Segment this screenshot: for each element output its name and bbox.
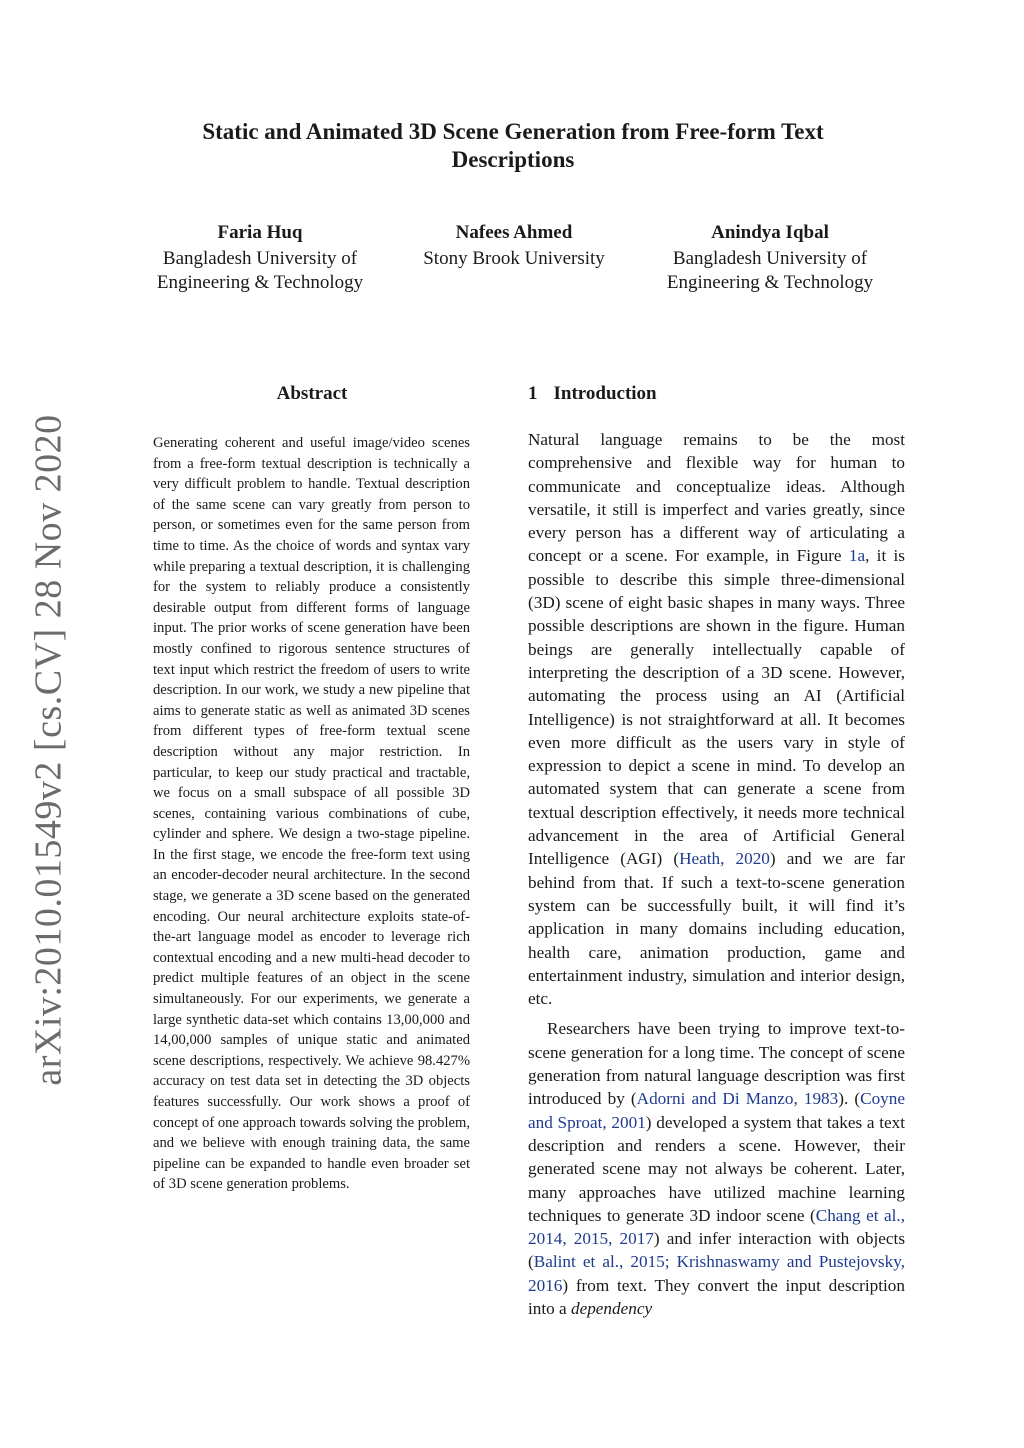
section-title: Introduction [553,383,657,404]
intro-paragraph-2: Researchers have been trying to improve text-to-scene generation for a long time. The concept of scene generation from natural language description was first introduced by (Adorni and Di Manzo, 1983). (Coyne and Sproat, 2001) developed a system that takes a text description and renders a scene. However, their generated scene may not always be coherent. Later, many approaches have utilized machine learning techniques to generate 3D indoor scene (Chang et al., 2014, 2015, 2017) and infer interaction with objects (Balint et al., 2015; Krishnaswamy and Pustejovsky, 2016) from text. They convert the input description into a dependency [528,1019,906,1318]
introduction-body [528,428,905,1320]
author-name: Anindya Iqbal [711,222,829,243]
abstract-heading: Abstract [276,383,348,404]
author-affiliation: Bangladesh University of Engineering & Technology [156,248,364,293]
figure-link-1a[interactable]: 1a [848,546,866,566]
section-number: 1 [528,383,538,404]
arxiv-identifier-stamp [14,414,84,1086]
citation-link-heath[interactable]: Heath, 2020 [679,849,770,869]
citation-link-chang[interactable]: Chang et al., 2014, 2015, 2017 [528,1205,905,1249]
author-block-2 [384,221,644,271]
author-affiliation: Bangladesh University of Engineering & Technology [666,248,874,293]
citation-link-coyne[interactable]: Coyne and Sproat, 2001 [528,1089,905,1132]
abstract-body: Generating coherent and useful image/video scenes from a free-form textual description is technically a very difficult problem to handle. Textual description of the same scene can vary greatly from person to person, or sometimes even for the same person from time to time. As the choice of words and syntax vary while preparing a textual description, it is challenging for the system to reliably produce a consistently desirable output from different forms of language input. The prior works of scene generation have been mostly confined to rigorous sentence structures of text input which restrict the freedom of users to write description. In our work, we study a new pipeline that aims to generate static as well as animated 3D scenes from different types of free-form textual scene description without any major restriction. In particular, to keep our study practical and tractable, we focus on a small subspace of all possible 3D scenes, containing various combinations of cube, cylinder and sphere. We design a two-stage pipeline. In the first stage, we encode the free-form text using an encoder-decoder neural architecture. In the second stage, we generate a 3D scene based on the generated encoding. Our neural architecture exploits state-of-the-art language model as encoder to leverage rich contextual encoding and a new multi-head decoder to predict multiple features of an object in the scene simultaneously. For our experiments, we generate a large synthetic data-set which contains 13,00,000 and 14,00,000 samples of unique static and animated scene descriptions, respectively. We achieve 98.427% accuracy on test data set in detecting the 3D objects features successfully. Our work shows a proof of concept of one approach towards solving the problem, and we believe with enough training data, the same pipeline can be expanded to handle even broader set of 3D scene generation problems. [153,435,470,1193]
author-name: Faria Huq [217,222,303,243]
introduction-heading [528,383,657,405]
citation-link-adorni[interactable]: Adorni and Di Manzo, 1983 [636,1089,839,1109]
citation-link-balint[interactable]: Balint et al., 2015; Krishnaswamy and Pustejovsky, 2016 [528,1252,905,1295]
author-block-1 [130,221,390,295]
arxiv-identifier-text: arXiv:2010.01549v2 [cs.CV] 28 Nov 2020 [28,414,70,1086]
author-block-3 [640,221,900,295]
paper-title: Static and Animated 3D Scene Generation from Free-form Text Descriptions [202,119,824,172]
author-affiliation: Stony Brook University [423,248,605,269]
author-name: Nafees Ahmed [455,222,573,243]
intro-paragraph-1: Natural language remains to be the most comprehensive and flexible way for human to communicate and conceptualize ideas. Although versatile, it still is imperfect and varies greatly, since every person has a different way of articulating a concept or a scene. For example, in Figure 1a, it is possible to describe this simple three-dimensional (3D) scene of eight basic shapes in many ways. Three possible descriptions are shown in the figure. Human beings are generally intellectually capable of interpreting the description of a 3D scene. However, automating the process using an AI (Artificial Intelligence) is not straightforward at all. It becomes even more difficult as the users vary in style of expression to depict a scene in mind. To develop an automated system that can generate a scene from textual description effectively, it needs more technical advancement in the area of Artificial General Intelligence (AGI) (Heath, 2020) and we are far behind from that. If such a text-to-scene generation system can be successfully built, it will find it’s application in many domains including education, health care, animation production, game and entertainment industry, simulation and interior design, etc. [528,430,905,1009]
emphasized-term: dependency [570,1298,653,1318]
